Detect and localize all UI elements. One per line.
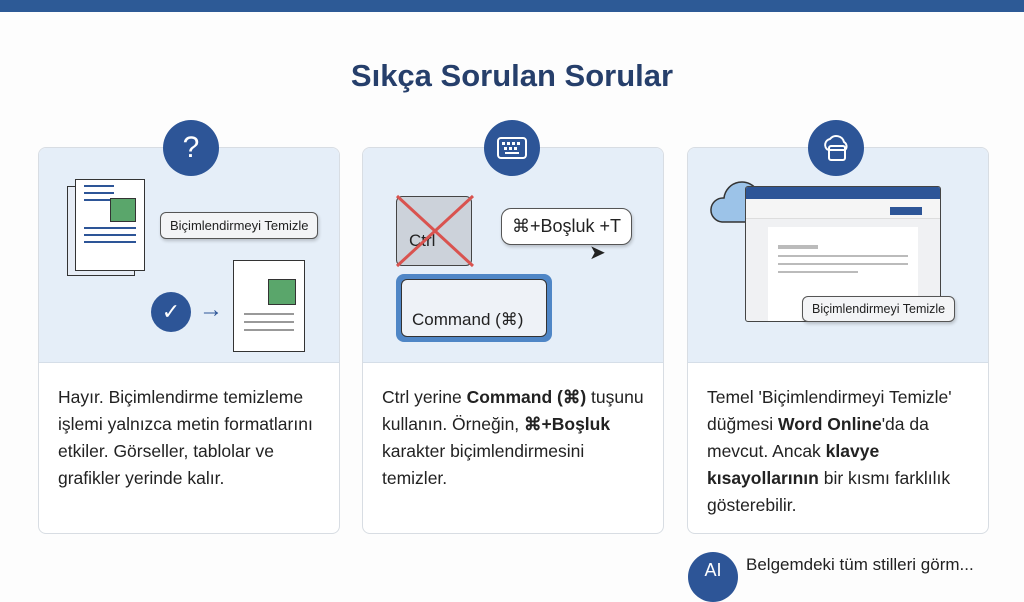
text: Ctrl yerine: [382, 387, 467, 407]
text-bold: klavye kısayollarının: [707, 441, 880, 488]
avatar: AI: [688, 552, 738, 602]
illustration-word-online: [688, 148, 988, 363]
text: bir kısmı farklılık gösterebilir.: [707, 468, 951, 515]
faq-answer: [382, 384, 649, 492]
page-title: Sıkça Sorulan Sorular: [350, 58, 674, 93]
text-bold: ⌘+Boşluk: [524, 414, 611, 434]
check-icon: ✓: [151, 292, 191, 332]
text: 'da da mevcut. Ancak: [707, 414, 929, 461]
text: karakter biçimlendirmesini temizler.: [382, 441, 585, 488]
text-bold: Word Online: [778, 414, 882, 434]
clear-formatting-label: Biçimlendirmeyi Temizle: [802, 296, 955, 322]
keyboard-icon: [484, 120, 540, 176]
cloud-window-icon: [808, 120, 864, 176]
shortcut-bubble: ⌘+Boşluk +T: [501, 208, 632, 245]
arrow-right-icon: →: [199, 296, 223, 323]
text: tuşunu kullanın. Örneğin,: [382, 387, 644, 434]
document-icon: [233, 260, 305, 352]
cursor-icon: ➤: [589, 242, 606, 264]
document-icon: [75, 179, 145, 271]
text-bold: Command (⌘): [466, 387, 587, 407]
faq-answer: Hayır. Biçimlendirme temizleme işlemi yalnızca metin formatlarını etkiler. Görseller, tablolar ve grafikler yerinde kalır.: [58, 387, 313, 488]
faq-card-mac: [362, 147, 664, 534]
question-icon: ?: [163, 120, 219, 176]
text: Temel 'Biçimlendirmeyi Temizle' düğmesi: [707, 387, 952, 434]
clear-formatting-label: Biçimlendirmeyi Temizle: [160, 212, 318, 239]
ctrl-label: Ctrl: [409, 231, 436, 250]
suggestion-text[interactable]: Belgemdeki tüm stilleri görm...: [746, 555, 974, 574]
image-icon: [268, 279, 296, 305]
faq-card-word-online: [687, 147, 989, 534]
faq-card-images: [38, 147, 340, 534]
illustration-keyboard: [363, 148, 663, 363]
cross-icon: [393, 192, 477, 270]
image-icon: [110, 198, 136, 222]
top-bar: [0, 0, 1024, 12]
command-label: Command (⌘): [401, 279, 547, 337]
command-key: [396, 274, 552, 342]
faq-answer: [707, 384, 974, 519]
illustration-clear-formatting: [39, 148, 339, 363]
